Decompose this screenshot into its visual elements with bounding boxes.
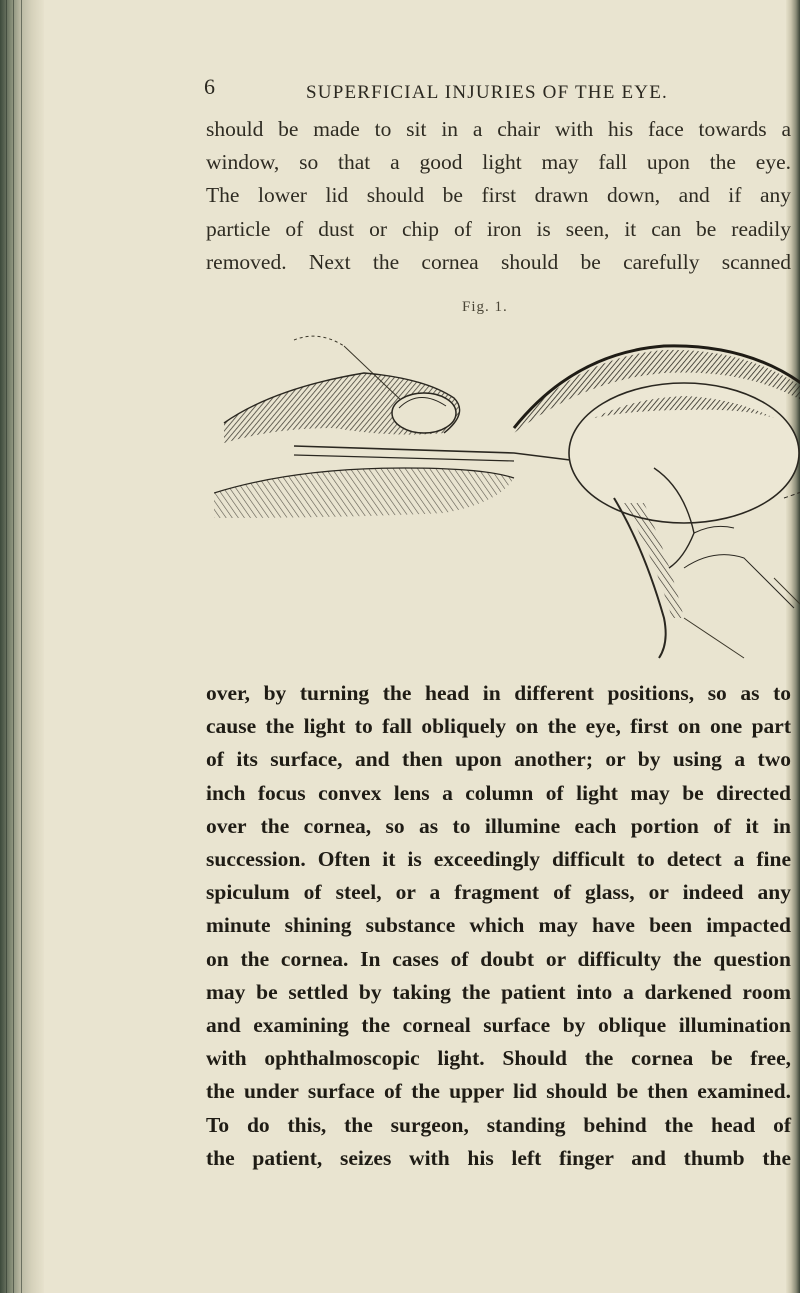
text-line: minute shining substance which may have been impacted [206,913,791,938]
gutter-line [21,0,22,1293]
eye-illustration [214,318,800,663]
text-line: spiculum of steel, or a fragment of glass, or indeed any [206,880,791,905]
figure-caption: Fig. 1. [462,299,508,315]
text-line: on the cornea. In cases of doubt or difficulty the question [206,946,791,971]
paragraph-bottom [206,677,791,1175]
text-line: particle of dust or chip of iron is seen, it can be readily [206,216,791,241]
text-line: of its surface, and then upon another; or by using a two [206,747,791,772]
text-line: window, so that a good light may fall upon the eye. [206,150,791,175]
text-line: inch focus convex lens a column of light may be directed [206,780,791,805]
text-line: succession. Often it is exceedingly difficult to detect a fine [206,847,791,872]
text-line: with ophthalmoscopic light. Should the cornea be free, [206,1046,791,1071]
paragraph-top [206,113,791,279]
text-line: cause the light to fall obliquely on the eye, first on one part [206,714,791,739]
text-line: and examining the corneal surface by oblique illumination [206,1013,791,1038]
text-line: should be made to sit in a chair with his face towards a [206,117,791,141]
text-line: may be settled by taking the patient into a darkened room [206,979,791,1004]
text-line: over the cornea, so as to illumine each portion of it in [206,813,791,838]
text-line: removed. Next the cornea should be carefully scanned [206,249,791,274]
book-page [44,0,791,1293]
running-head-title: SUPERFICIAL INJURIES OF THE EYE. [306,82,668,103]
text-line: the patient, seizes with his left finger and thumb the [206,1145,791,1170]
text-line: over, by turning the head in different positions, so as to [206,681,791,705]
gutter-line [13,0,14,1293]
page-number: 6 [204,74,215,99]
text-line: The lower lid should be first drawn down, and if any [206,183,791,208]
text-line: To do this, the surgeon, standing behind the head of [206,1112,791,1137]
gutter-line [6,0,7,1293]
text-line: the under surface of the upper lid should be then examined. [206,1079,791,1104]
